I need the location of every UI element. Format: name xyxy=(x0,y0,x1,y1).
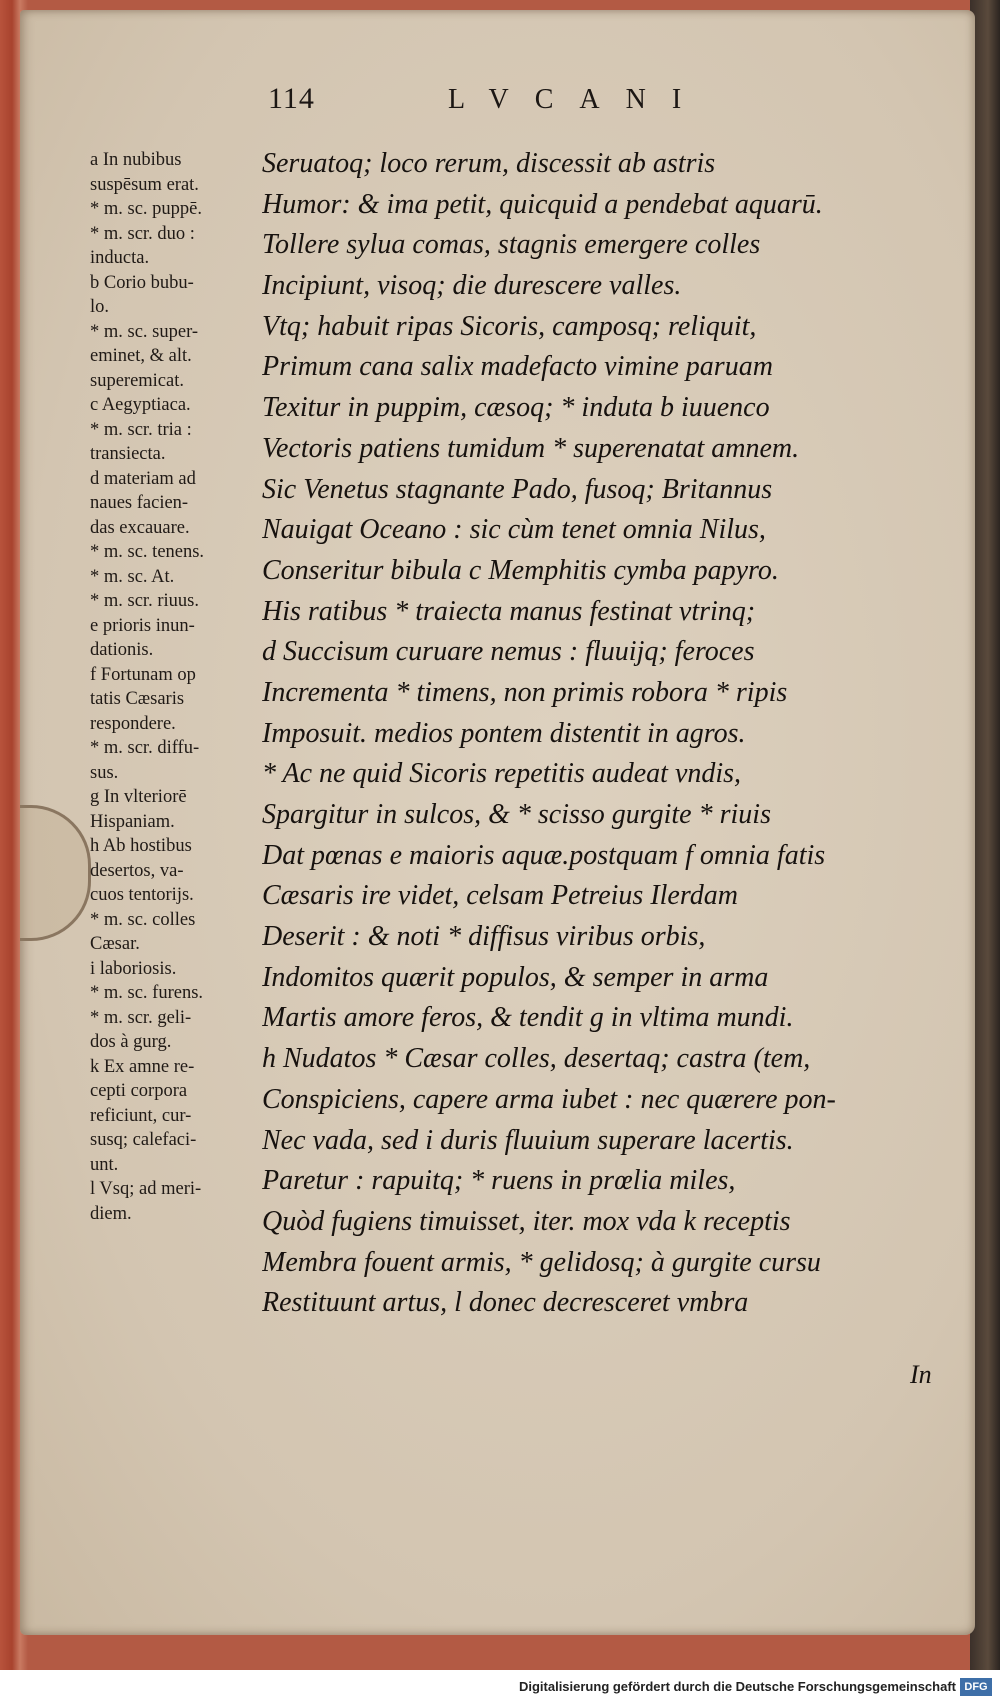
marginal-note-line: i laboriosis. xyxy=(90,958,177,979)
verse-line: Conspiciens, capere arma iubet : nec quærere pon- xyxy=(262,1083,836,1115)
verse-line: Nec vada, sed i duris fluuium superare lacertis. xyxy=(262,1124,794,1156)
verse-line: Tollere sylua comas, stagnis emergere colles xyxy=(262,229,761,261)
verse-line: Texitur in puppim, cæsoq; * induta b iuuenco xyxy=(262,392,770,424)
marginal-note-line: * m. sc. puppē. xyxy=(90,199,203,219)
verse-line: Dat pœnas e maioris aquæ.postquam f omnia fatis xyxy=(262,839,826,871)
marginal-note-line: e prioris inun- xyxy=(90,615,195,636)
marginal-note-line: das excauare. xyxy=(90,517,190,538)
marginal-note-line: susq; calefaci- xyxy=(90,1130,197,1150)
page-header-title: LVCANI xyxy=(448,84,708,115)
marginal-note-line: l Vsq; ad meri- xyxy=(90,1179,202,1199)
marginal-note-line: superemicat. xyxy=(90,370,184,391)
verse-line: Cæsaris ire videt, celsam Petreius Ilerdam xyxy=(262,880,738,912)
marginal-note-line: tatis Cæsaris xyxy=(90,689,185,709)
marginal-note-line: desertos, va- xyxy=(90,860,184,881)
footer-bar xyxy=(0,1670,1000,1707)
marginal-note-line: f Fortunam op xyxy=(90,664,196,685)
marginal-note-line: * m. scr. diffu- xyxy=(90,738,200,758)
marginal-note-line: * m. sc. super- xyxy=(90,321,199,342)
verse-text xyxy=(262,144,952,1324)
verse-line: His ratibus * traiecta manus festinat vtrinq; xyxy=(262,595,756,627)
verse-line: Spargitur in sulcos, & * scisso gurgite * riuis xyxy=(262,799,771,830)
marginal-note-line: * m. sc. At. xyxy=(90,566,175,587)
running-head xyxy=(268,82,948,122)
marginal-note-line: naues facien- xyxy=(90,493,189,513)
marginal-note-line: a In nubibus xyxy=(90,150,182,170)
verse-line: Seruatoq; loco rerum, discessit ab astris xyxy=(262,148,716,179)
verse-line: Restituunt artus, l donec decresceret vmbra xyxy=(262,1287,749,1319)
marginal-note-line: diem. xyxy=(90,1203,132,1224)
verse-line: Vtq; habuit ripas Sicoris, camposq; reliquit, xyxy=(262,310,757,342)
verse-line: Sic Venetus stagnante Pado, fusoq; Britannus xyxy=(262,473,773,505)
verse-line: Primum cana salix madefacto vimine paruam xyxy=(262,351,773,383)
marginal-note-line: lo. xyxy=(90,297,110,317)
marginal-note-line: cepti corpora xyxy=(90,1081,188,1101)
marginal-note-line: suspēsum erat. xyxy=(90,174,199,195)
marginal-note-line: c Aegyptiaca. xyxy=(90,395,191,415)
marginal-notes xyxy=(90,148,275,1226)
verse-line: Incrementa * timens, non primis robora * ripis xyxy=(262,676,788,708)
verse-line: Conseritur bibula c Memphitis cymba papyro. xyxy=(262,554,779,586)
marginal-note-line: eminet, & alt. xyxy=(90,346,192,366)
verse-line: Imposuit. medios pontem distentit in agros. xyxy=(262,717,746,749)
verse-line: * Ac ne quid Sicoris repetitis audeat vndis, xyxy=(262,758,742,790)
marginal-note-line: h Ab hostibus xyxy=(90,836,192,856)
dfg-logo: DFG xyxy=(960,1678,992,1696)
marginal-note-line: respondere. xyxy=(90,713,176,734)
marginal-note-line: k Ex amne re- xyxy=(90,1056,195,1077)
verse-line: Vectoris patiens tumidum * superenatat amnem. xyxy=(262,432,800,464)
verse-line: Martis amore feros, & tendit g in vltima mundi. xyxy=(262,1002,794,1034)
verse-line: d Succisum curuare nemus : fluuijq; feroces xyxy=(262,636,755,668)
marginal-note-line: unt. xyxy=(90,1154,119,1175)
marginal-note-line: sus. xyxy=(90,762,119,783)
marginal-note-line: * m. scr. geli- xyxy=(90,1007,192,1028)
verse-line: Incipiunt, visoq; die durescere valles. xyxy=(262,270,682,302)
marginal-note-line: * m. sc. tenens. xyxy=(90,542,205,562)
verse-line: Deserit : & noti * diffisus viribus orbis, xyxy=(262,921,706,953)
marginal-note-line: * m. sc. colles xyxy=(90,909,196,930)
verse-line: Paretur : rapuitq; * ruens in prœlia miles, xyxy=(262,1165,736,1197)
verse-line: Membra fouent armis, * gelidosq; à gurgite cursu xyxy=(262,1246,821,1278)
verse-line: Humor: & ima petit, quicquid a pendebat aquarū. xyxy=(262,188,823,220)
marginal-note-line: * m. scr. duo : xyxy=(90,223,195,244)
marginal-note-line: b Corio bubu- xyxy=(90,272,194,293)
marginal-note-line: dos à gurg. xyxy=(90,1032,172,1052)
catchword: In xyxy=(910,1360,932,1389)
marginal-note-line: Hispaniam. xyxy=(90,811,175,832)
marginal-note-line: inducta. xyxy=(90,248,150,268)
verse-line: Quòd fugiens timuisset, iter. mox vda k receptis xyxy=(262,1205,791,1237)
verse-line: Indomitos quærit populos, & semper in arma xyxy=(262,961,769,993)
verse-line: Nauigat Oceano : sic cùm tenet omnia Nilus, xyxy=(262,514,766,546)
marginal-note-line: transiecta. xyxy=(90,444,166,464)
marginal-note-line: * m. scr. riuus. xyxy=(90,591,199,611)
footer-credit: Digitalisierung gefördert durch die Deutsche Forschungsgemeinschaft xyxy=(518,1679,956,1694)
marginal-note-line: Cæsar. xyxy=(90,934,140,954)
marginal-note-line: cuos tentorijs. xyxy=(90,885,194,905)
marginal-note-line: * m. scr. tria : xyxy=(90,419,192,440)
marginal-note-line: * m. sc. furens. xyxy=(90,983,204,1003)
page-clip xyxy=(20,805,91,941)
marginal-note-line: g In vlteriorē xyxy=(90,787,187,807)
marginal-note-line: dationis. xyxy=(90,640,154,660)
marginal-note-line: reficiunt, cur- xyxy=(90,1105,192,1126)
verse-line: h Nudatos * Cæsar colles, desertaq; castra (tem, xyxy=(262,1043,811,1075)
page-number: 114 xyxy=(268,82,315,115)
marginal-note-line: d materiam ad xyxy=(90,468,196,489)
